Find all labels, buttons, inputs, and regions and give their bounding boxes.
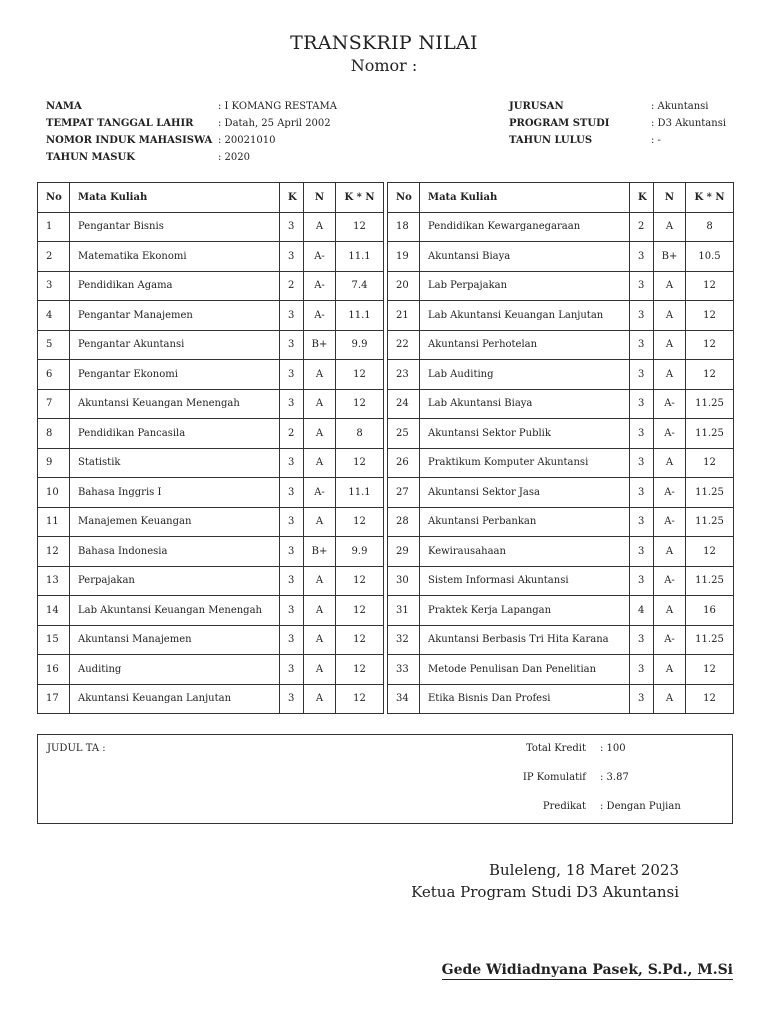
info-value: : - <box>651 135 661 146</box>
course-name: Akuntansi Manajemen <box>70 625 280 655</box>
thesis-title-label: JUDUL TA : <box>47 743 106 754</box>
course-name: Matematika Ekonomi <box>70 242 280 272</box>
course-name: Bahasa Indonesia <box>70 537 280 567</box>
grades-body <box>38 212 734 714</box>
course-weighted: 11.1 <box>336 242 384 272</box>
info-value: : 2020 <box>218 152 250 163</box>
course-credit: 3 <box>630 301 654 331</box>
course-grade: A- <box>304 242 336 272</box>
info-row-entry-year <box>46 149 337 166</box>
course-weighted: 11.25 <box>686 389 734 419</box>
table-row <box>38 419 734 449</box>
course-weighted: 9.9 <box>336 330 384 360</box>
course-weighted: 12 <box>336 684 384 714</box>
course-no: 12 <box>38 537 70 567</box>
course-no: 28 <box>388 507 420 537</box>
course-no: 8 <box>38 419 70 449</box>
course-grade: A- <box>654 419 686 449</box>
course-no: 26 <box>388 448 420 478</box>
course-name: Pengantar Ekonomi <box>70 360 280 390</box>
course-grade: A <box>304 360 336 390</box>
course-name: Pengantar Bisnis <box>70 212 280 242</box>
course-credit: 3 <box>630 655 654 685</box>
course-grade: A <box>654 448 686 478</box>
course-name: Lab Akuntansi Biaya <box>420 389 630 419</box>
course-no: 14 <box>38 596 70 626</box>
course-grade: A <box>304 596 336 626</box>
summary-value: : Dengan Pujian <box>600 801 681 812</box>
course-name: Akuntansi Biaya <box>420 242 630 272</box>
table-row <box>38 271 734 301</box>
summary-box <box>37 734 733 824</box>
course-credit: 3 <box>630 478 654 508</box>
course-no: 16 <box>38 655 70 685</box>
course-name: Etika Bisnis Dan Profesi <box>420 684 630 714</box>
course-no: 25 <box>388 419 420 449</box>
course-credit: 3 <box>630 448 654 478</box>
table-row <box>38 478 734 508</box>
course-weighted: 16 <box>686 596 734 626</box>
table-row <box>38 330 734 360</box>
course-credit: 3 <box>280 389 304 419</box>
course-no: 31 <box>388 596 420 626</box>
course-credit: 3 <box>280 507 304 537</box>
course-grade: A <box>304 566 336 596</box>
header-credit: K <box>630 183 654 213</box>
course-credit: 3 <box>630 271 654 301</box>
table-row <box>38 655 734 685</box>
course-weighted: 12 <box>336 625 384 655</box>
table-row <box>38 684 734 714</box>
course-name: Akuntansi Sektor Jasa <box>420 478 630 508</box>
course-name: Akuntansi Keuangan Menengah <box>70 389 280 419</box>
course-weighted: 8 <box>686 212 734 242</box>
header-credit: K <box>280 183 304 213</box>
course-grade: A <box>654 655 686 685</box>
course-name: Lab Perpajakan <box>420 271 630 301</box>
course-no: 24 <box>388 389 420 419</box>
course-weighted: 12 <box>686 537 734 567</box>
course-no: 29 <box>388 537 420 567</box>
course-grade: A <box>304 419 336 449</box>
course-credit: 3 <box>630 330 654 360</box>
course-grade: A- <box>654 389 686 419</box>
course-grade: A <box>654 537 686 567</box>
course-name: Pendidikan Pancasila <box>70 419 280 449</box>
course-no: 13 <box>38 566 70 596</box>
info-value: : 20021010 <box>218 135 276 146</box>
course-no: 9 <box>38 448 70 478</box>
info-row-name <box>46 98 337 115</box>
table-row <box>38 389 734 419</box>
course-weighted: 12 <box>336 448 384 478</box>
course-no: 22 <box>388 330 420 360</box>
course-no: 17 <box>38 684 70 714</box>
course-grade: A <box>654 212 686 242</box>
course-weighted: 11.1 <box>336 478 384 508</box>
info-value: : D3 Akuntansi <box>651 118 727 129</box>
course-credit: 3 <box>630 242 654 272</box>
course-name: Manajemen Keuangan <box>70 507 280 537</box>
course-grade: A <box>304 389 336 419</box>
course-grade: A <box>304 655 336 685</box>
course-credit: 3 <box>630 537 654 567</box>
document-number: Nomor : <box>350 56 418 75</box>
course-credit: 3 <box>280 684 304 714</box>
header-no: No <box>38 183 70 213</box>
course-grade: A- <box>304 478 336 508</box>
course-no: 30 <box>388 566 420 596</box>
course-name: Pendidikan Agama <box>70 271 280 301</box>
course-credit: 3 <box>280 625 304 655</box>
course-grade: A <box>654 596 686 626</box>
course-weighted: 12 <box>336 360 384 390</box>
course-weighted: 12 <box>686 360 734 390</box>
course-grade: A- <box>654 625 686 655</box>
header-weighted: K * N <box>336 183 384 213</box>
course-no: 33 <box>388 655 420 685</box>
course-credit: 3 <box>280 478 304 508</box>
header-no: No <box>388 183 420 213</box>
table-header-row <box>38 183 734 213</box>
course-weighted: 11.25 <box>686 566 734 596</box>
course-weighted: 10.5 <box>686 242 734 272</box>
table-row <box>38 596 734 626</box>
course-no: 7 <box>38 389 70 419</box>
course-credit: 4 <box>630 596 654 626</box>
course-grade: A <box>304 448 336 478</box>
course-name: Lab Akuntansi Keuangan Menengah <box>70 596 280 626</box>
course-grade: A <box>654 684 686 714</box>
header-weighted: K * N <box>686 183 734 213</box>
course-grade: A <box>304 212 336 242</box>
summary-label: Total Kredit <box>525 743 586 754</box>
info-label: TAHUN LULUS <box>509 135 593 146</box>
course-weighted: 11.25 <box>686 419 734 449</box>
course-no: 19 <box>388 242 420 272</box>
course-weighted: 12 <box>686 330 734 360</box>
course-credit: 3 <box>280 537 304 567</box>
course-weighted: 12 <box>336 655 384 685</box>
header-course: Mata Kuliah <box>70 183 280 213</box>
course-credit: 3 <box>280 596 304 626</box>
document-title: TRANSKRIP NILAI <box>290 32 478 54</box>
course-grade: B+ <box>304 330 336 360</box>
info-label: NAMA <box>46 101 82 112</box>
signature-place-date: Buleleng, 18 Maret 2023 <box>488 861 679 879</box>
course-grade: B+ <box>304 537 336 567</box>
header-grade: N <box>304 183 336 213</box>
course-weighted: 11.25 <box>686 507 734 537</box>
course-no: 27 <box>388 478 420 508</box>
course-name: Metode Penulisan Dan Penelitian <box>420 655 630 685</box>
info-label: JURUSAN <box>509 101 564 112</box>
course-weighted: 12 <box>336 389 384 419</box>
info-label: TAHUN MASUK <box>46 152 135 163</box>
course-grade: A <box>654 330 686 360</box>
course-weighted: 11.1 <box>336 301 384 331</box>
course-credit: 3 <box>280 360 304 390</box>
table-row <box>38 301 734 331</box>
course-weighted: 12 <box>686 301 734 331</box>
info-label: TEMPAT TANGGAL LAHIR <box>46 118 194 129</box>
course-name: Akuntansi Berbasis Tri Hita Karana <box>420 625 630 655</box>
course-credit: 3 <box>280 448 304 478</box>
course-name: Pengantar Manajemen <box>70 301 280 331</box>
table-row <box>38 242 734 272</box>
course-credit: 3 <box>630 684 654 714</box>
table-row <box>38 360 734 390</box>
course-grade: B+ <box>654 242 686 272</box>
course-name: Pengantar Akuntansi <box>70 330 280 360</box>
course-weighted: 12 <box>686 448 734 478</box>
course-credit: 3 <box>280 242 304 272</box>
info-row-department <box>509 98 726 115</box>
table-row <box>38 537 734 567</box>
course-no: 32 <box>388 625 420 655</box>
course-weighted: 8 <box>336 419 384 449</box>
course-name: Sistem Informasi Akuntansi <box>420 566 630 596</box>
course-no: 21 <box>388 301 420 331</box>
course-weighted: 11.25 <box>686 625 734 655</box>
course-weighted: 12 <box>336 596 384 626</box>
table-row <box>38 212 734 242</box>
course-name: Akuntansi Perhotelan <box>420 330 630 360</box>
course-grade: A- <box>654 507 686 537</box>
course-name: Praktek Kerja Lapangan <box>420 596 630 626</box>
course-name: Akuntansi Sektor Publik <box>420 419 630 449</box>
course-grade: A- <box>304 271 336 301</box>
course-weighted: 12 <box>686 655 734 685</box>
course-no: 10 <box>38 478 70 508</box>
info-row-birth <box>46 115 337 132</box>
course-no: 4 <box>38 301 70 331</box>
course-grade: A- <box>654 478 686 508</box>
course-name: Kewirausahaan <box>420 537 630 567</box>
summary-total-credit <box>472 743 732 754</box>
course-grade: A- <box>304 301 336 331</box>
course-credit: 3 <box>280 212 304 242</box>
info-row-program <box>509 115 726 132</box>
info-row-nim <box>46 132 337 149</box>
course-credit: 3 <box>280 655 304 685</box>
course-no: 5 <box>38 330 70 360</box>
course-name: Perpajakan <box>70 566 280 596</box>
course-weighted: 11.25 <box>686 478 734 508</box>
summary-predicate <box>472 801 732 812</box>
course-no: 20 <box>388 271 420 301</box>
signature-position: Ketua Program Studi D3 Akuntansi <box>411 883 679 901</box>
course-weighted: 9.9 <box>336 537 384 567</box>
course-credit: 3 <box>280 566 304 596</box>
course-weighted: 7.4 <box>336 271 384 301</box>
info-value: : Datah, 25 April 2002 <box>218 118 331 129</box>
course-grade: A <box>654 360 686 390</box>
course-credit: 3 <box>630 360 654 390</box>
info-label: PROGRAM STUDI <box>509 118 610 129</box>
course-no: 1 <box>38 212 70 242</box>
course-name: Lab Akuntansi Keuangan Lanjutan <box>420 301 630 331</box>
student-info-right <box>509 98 726 149</box>
course-name: Lab Auditing <box>420 360 630 390</box>
course-grade: A <box>654 271 686 301</box>
course-credit: 2 <box>280 271 304 301</box>
student-info-left <box>46 98 337 166</box>
summary-label: Predikat <box>542 801 586 812</box>
info-value: : I KOMANG RESTAMA <box>218 101 337 112</box>
course-credit: 3 <box>630 419 654 449</box>
course-grade: A- <box>654 566 686 596</box>
course-credit: 2 <box>630 212 654 242</box>
course-weighted: 12 <box>686 684 734 714</box>
header-course: Mata Kuliah <box>420 183 630 213</box>
course-no: 2 <box>38 242 70 272</box>
course-no: 6 <box>38 360 70 390</box>
info-row-graduation-year <box>509 132 726 149</box>
course-credit: 3 <box>630 625 654 655</box>
summary-value: : 100 <box>600 743 626 754</box>
course-no: 34 <box>388 684 420 714</box>
summary-label: IP Komulatif <box>522 772 586 783</box>
course-name: Akuntansi Keuangan Lanjutan <box>70 684 280 714</box>
course-name: Statistik <box>70 448 280 478</box>
signature-name: Gede Widiadnyana Pasek, S.Pd., M.Si <box>441 962 733 978</box>
course-credit: 3 <box>630 507 654 537</box>
course-name: Bahasa Inggris I <box>70 478 280 508</box>
course-name: Akuntansi Perbankan <box>420 507 630 537</box>
course-weighted: 12 <box>686 271 734 301</box>
table-row <box>38 566 734 596</box>
course-grade: A <box>304 684 336 714</box>
table-row <box>38 625 734 655</box>
course-credit: 3 <box>280 330 304 360</box>
course-weighted: 12 <box>336 507 384 537</box>
course-no: 3 <box>38 271 70 301</box>
header-grade: N <box>654 183 686 213</box>
course-name: Praktikum Komputer Akuntansi <box>420 448 630 478</box>
course-no: 18 <box>388 212 420 242</box>
course-credit: 3 <box>630 566 654 596</box>
course-no: 15 <box>38 625 70 655</box>
course-name: Pendidikan Kewarganegaraan <box>420 212 630 242</box>
course-name: Auditing <box>70 655 280 685</box>
course-grade: A <box>304 625 336 655</box>
grades-table <box>37 182 734 714</box>
course-credit: 3 <box>280 301 304 331</box>
course-weighted: 12 <box>336 566 384 596</box>
info-label: NOMOR INDUK MAHASISWA <box>46 135 213 146</box>
course-grade: A <box>304 507 336 537</box>
summary-value: : 3.87 <box>600 772 629 783</box>
table-row <box>38 507 734 537</box>
course-weighted: 12 <box>336 212 384 242</box>
info-value: : Akuntansi <box>651 101 709 112</box>
course-credit: 2 <box>280 419 304 449</box>
summary-gpa <box>472 772 732 783</box>
course-grade: A <box>654 301 686 331</box>
course-no: 23 <box>388 360 420 390</box>
table-row <box>38 448 734 478</box>
course-no: 11 <box>38 507 70 537</box>
course-credit: 3 <box>630 389 654 419</box>
